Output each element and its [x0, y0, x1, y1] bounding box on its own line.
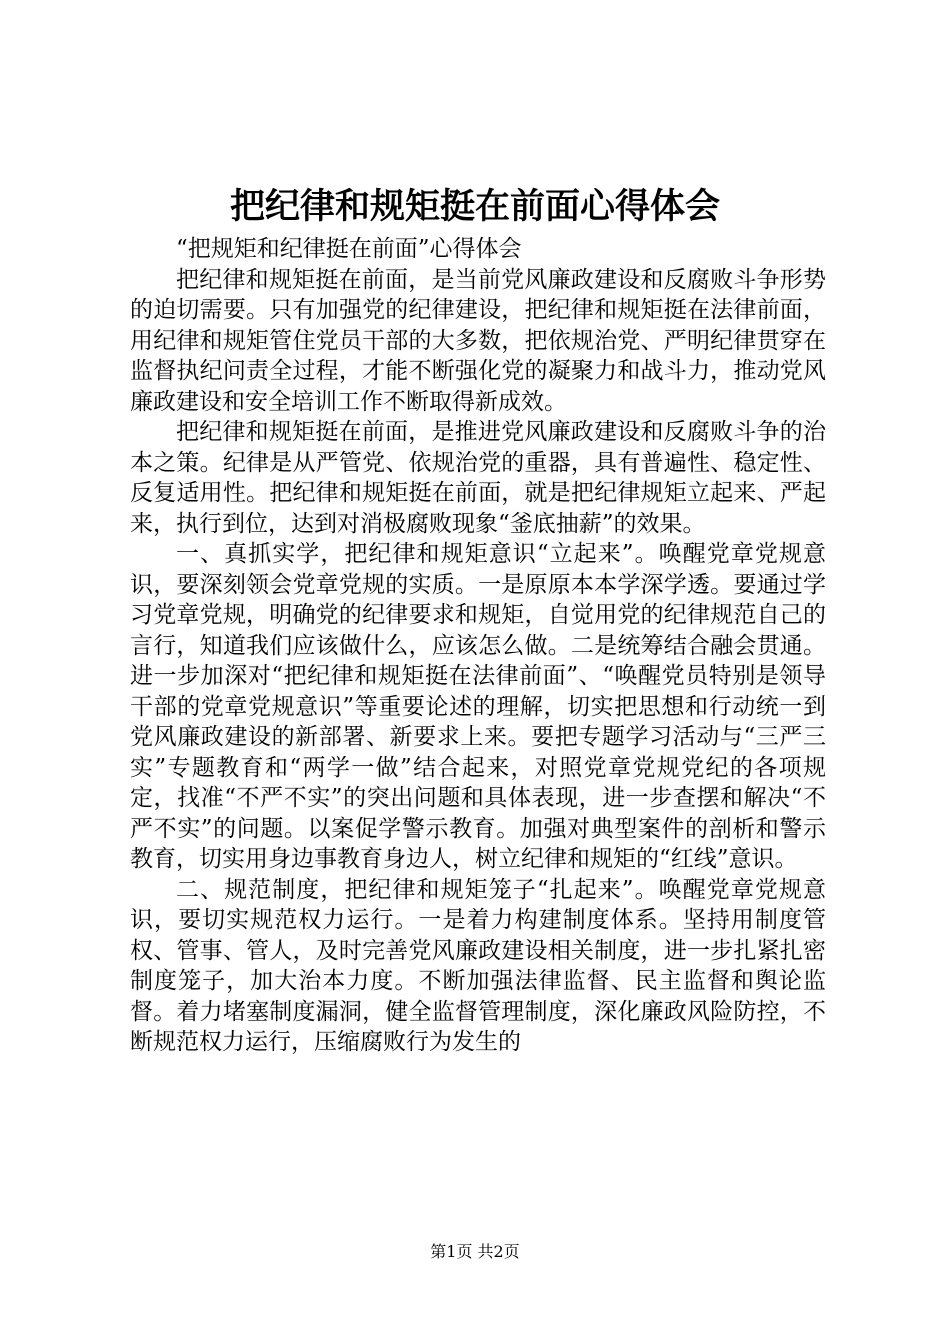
document-body	[130, 234, 826, 1058]
section-two-paragraph: 二、规范制度，把纪律和规矩笼子“扎起来”。唤醒党章党规意识，要切实规范权力运行。一是着力构建制度体系。坚持用制度管权、管事、管人，及时完善党风廉政建设相关制度，进一步扎紧扎密制度笼子，加大治本力度。不断加强法律监督、民主监督和舆论监督。着力堵塞制度漏洞，健全监督管理制度，深化廉政风险防控，不断规范权力运行，压缩腐败行为发生的	[130, 876, 826, 1055]
subtitle-paragraph: “把规矩和纪律挺在前面”心得体会	[176, 236, 522, 262]
section-one-paragraph: 一、真抓实学，把纪律和规矩意识“立起来”。唤醒党章党规意识，要深刻领会党章党规的实质。一是原原本本学深学透。要通过学习党章党规，明确党的纪律要求和规矩，自觉用党的纪律规范自己的言行，知道我们应该做什么，应该怎么做。二是统筹结合融会贯通。进一步加深对“把纪律和规矩挺在法律前面”、“唤醒党员特别是领导干部的党章党规意识”等重要论述的理解，切实把思想和行动统一到党风廉政建设的新部署、新要求上来。要把专题学习活动与“三严三实”专题教育和“两学一做”结合起来，对照党章党规党纪的各项规定，找准“不严不实”的突出问题和具体表现，进一步查摆和解决“不严不实”的问题。以案促学警示教育。加强对典型案件的剖析和警示教育，切实用身边事教育身边人，树立纪律和规矩的“红线”意识。	[130, 541, 826, 872]
body-paragraph: 把纪律和规矩挺在前面，是当前党风廉政建设和反腐败斗争形势的迫切需要。只有加强党的纪律建设，把纪律和规矩挺在法律前面，用纪律和规矩管住党员干部的大多数，把依规治党、严明纪律贯穿在监督执纪问责全过程，才能不断强化党的凝聚力和战斗力，推动党风廉政建设和安全培训工作不断取得新成效。	[130, 266, 826, 415]
document-title: 把纪律和规矩挺在前面心得体会	[229, 186, 720, 227]
body-paragraph: 把纪律和规矩挺在前面，是推进党风廉政建设和反腐败斗争的治本之策。纪律是从严管党、依规治党的重器，具有普遍性、稳定性、反复适用性。把纪律和规矩挺在前面，就是把纪律规矩立起来、严起来，执行到位，达到对消极腐败现象“釜底抽薪”的效果。	[130, 419, 826, 537]
page-number-footer: 第1页 共2页	[430, 1242, 520, 1261]
